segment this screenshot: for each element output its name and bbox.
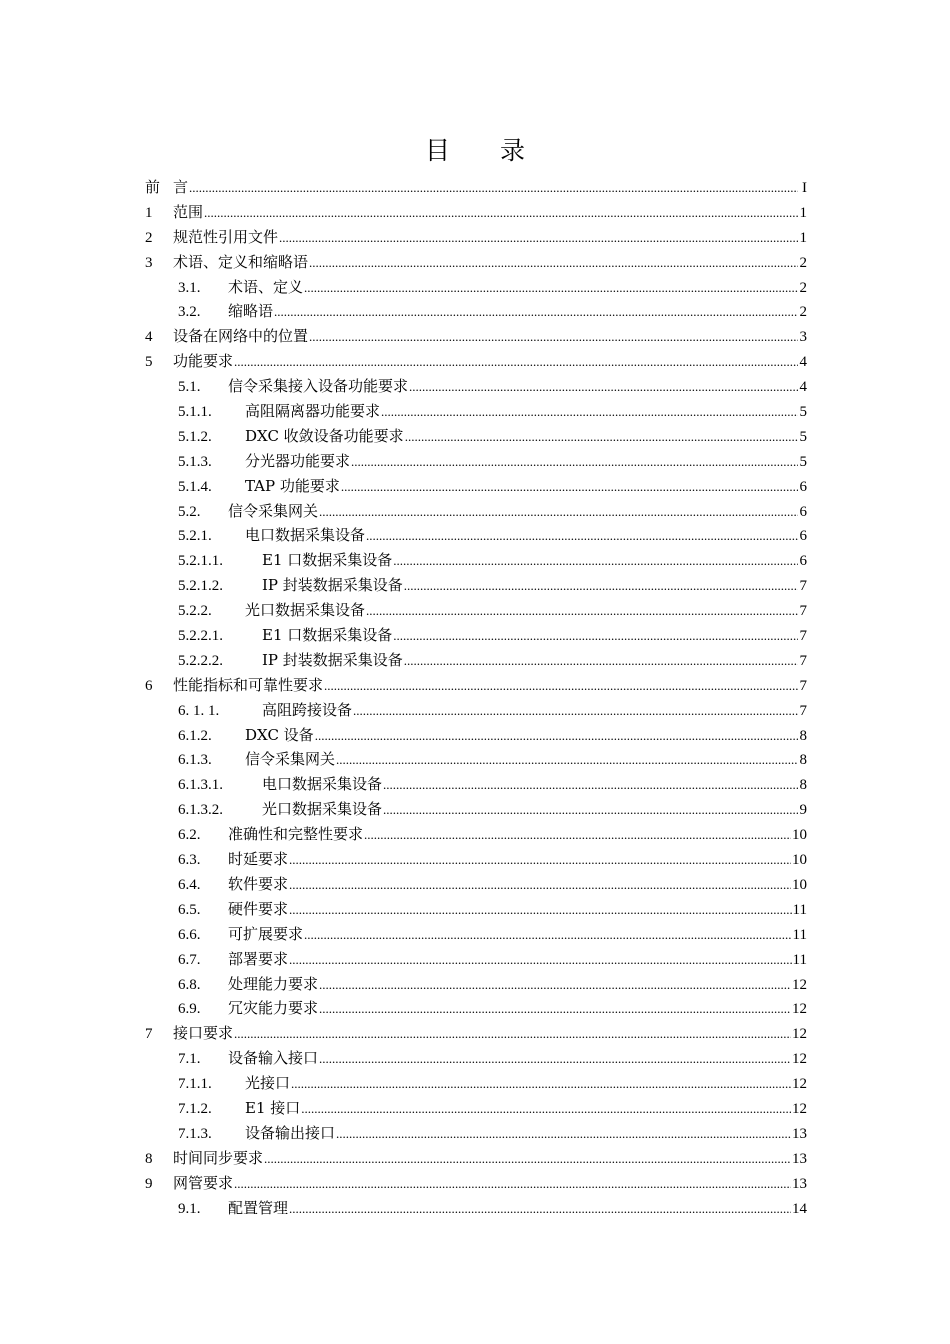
toc-entry[interactable] [145,225,807,250]
toc-entry-title: 冗灾能力要求 [228,999,319,1018]
toc-entry-title: 准确性和完整性要求 [228,825,364,844]
toc-entry-number: 6.1.3.1. [178,777,223,794]
toc-entry-page-number: 9 [799,802,807,819]
toc-entry[interactable] [145,474,807,499]
toc-entry-number: 3.2. [178,304,201,321]
toc-entry-number: 9 [145,1175,153,1192]
toc-entry-number: 6.3. [178,852,201,869]
toc-entry-page-number: 14 [792,1200,807,1217]
toc-entry[interactable] [145,250,807,275]
toc-entry-title: 网管要求 [173,1173,234,1192]
toc-entry-title: 范围 [173,202,204,221]
toc-dot-leader [304,923,792,948]
toc-entry-number: 5.1.4. [178,478,212,495]
toc-entry-title: 信令采集网关 [228,501,319,520]
toc-entry[interactable] [145,1146,807,1171]
toc-entry-title: 可扩展要求 [228,924,304,943]
toc-entry-number: 5.2.2. [178,603,212,620]
toc-entry[interactable] [145,648,807,673]
toc-entry-number: 6.8. [178,976,201,993]
toc-entry-number: 6 [145,677,153,694]
toc-entry[interactable] [145,1046,807,1071]
toc-entry-title: IP 封装数据采集设备 [262,576,403,595]
toc-dot-leader [366,524,798,549]
toc-entry-title: 光口数据采集设备 [262,800,383,819]
toc-entry-number: 3 [145,254,153,271]
toc-entry-number: 5.1.2. [178,428,212,445]
toc-dot-leader [319,500,798,525]
toc-entry-number: 7.1. [178,1051,201,1068]
toc-entry-title: 硬件要求 [228,899,289,918]
toc-entry-title: 时延要求 [228,850,289,869]
toc-title-char-2: 录 [500,136,526,165]
toc-entry-page-number: 7 [799,677,807,694]
toc-dot-leader [353,699,798,724]
toc-entry-number: 5 [145,354,153,371]
toc-dot-leader [234,1022,791,1047]
toc-entry-title: 配置管理 [228,1198,289,1217]
toc-entry-title: 分光器功能要求 [245,451,351,470]
toc-dot-leader [319,1047,791,1072]
toc-entry[interactable] [145,797,807,822]
toc-entry-title: 功能要求 [173,352,234,371]
toc-dot-leader [274,300,798,325]
toc-entry-number: 6.6. [178,926,201,943]
toc-entry-page-number: 3 [799,329,807,346]
toc-entry-page-number: 7 [799,578,807,595]
toc-entry-page-number: 13 [792,1175,807,1192]
toc-entry-page-number: 10 [792,827,807,844]
toc-title-char-1: 目 [424,136,450,165]
toc-entry-page-number: 11 [792,926,807,943]
toc-entry-page-number: 12 [792,1076,807,1093]
toc-dot-leader [289,848,791,873]
toc-title [0,134,950,168]
toc-entry-number: 5.1.1. [178,404,212,421]
toc-entry[interactable] [145,200,807,225]
toc-entry-number: 7.1.1. [178,1076,212,1093]
toc-entry-number: 7.1.3. [178,1125,212,1142]
toc-entry-page-number: 6 [799,503,807,520]
toc-entry-page-number: 5 [799,453,807,470]
toc-entry[interactable] [145,324,807,349]
toc-entry[interactable] [145,374,807,399]
toc-entry-page-number: 4 [799,379,807,396]
toc-entry-title: 软件要求 [228,874,289,893]
toc-dot-leader [404,574,798,599]
toc-entry-number: 7 [145,1026,153,1043]
toc-entry-page-number: 10 [792,852,807,869]
toc-entry[interactable] [145,349,807,374]
toc-entry-title: DXC 收敛设备功能要求 [245,426,404,445]
toc-entry-number: 5.2.1.2. [178,578,223,595]
toc-entry-number: 6.1.3.2. [178,802,223,819]
toc-dot-leader [309,325,798,350]
toc-entry-title: 光口数据采集设备 [245,601,366,620]
toc-dot-leader [301,1097,791,1122]
toc-dot-leader [315,724,798,749]
toc-dot-leader [381,400,798,425]
toc-entry[interactable] [145,573,807,598]
toc-entry-number: 4 [145,329,153,346]
toc-dot-leader [264,1147,791,1172]
toc-entry-page-number: 12 [792,1026,807,1043]
toc-entry-page-number: 2 [799,304,807,321]
toc-entry[interactable] [145,747,807,772]
toc-dot-leader [309,251,798,276]
toc-entry-number: 6.5. [178,901,201,918]
toc-dot-leader [319,997,791,1022]
table-of-contents [145,175,807,1220]
toc-entry[interactable] [145,996,807,1021]
toc-entry[interactable] [145,399,807,424]
toc-dot-leader [234,350,798,375]
toc-entry[interactable] [145,623,807,648]
toc-entry-title: 设备输出接口 [245,1123,336,1142]
toc-entry-page-number: 7 [799,652,807,669]
toc-entry-title: E1 口数据采集设备 [262,626,393,645]
toc-dot-leader [234,1172,791,1197]
toc-entry-number: 6.9. [178,1001,201,1018]
toc-dot-leader [364,823,791,848]
toc-entry-title: 电口数据采集设备 [245,526,366,545]
toc-entry-number: 6.1.3. [178,752,212,769]
toc-entry-title: 性能指标和可靠性要求 [173,675,324,694]
toc-entry[interactable] [145,1121,807,1146]
toc-dot-leader [336,748,798,773]
toc-entry-page-number: 5 [799,404,807,421]
toc-entry[interactable] [145,424,807,449]
toc-entry[interactable] [145,897,807,922]
toc-entry-page-number: 2 [799,279,807,296]
toc-entry-number: 6. 1. 1. [178,702,220,719]
toc-entry-title: 术语、定义 [228,277,304,296]
toc-entry-number: 7.1.2. [178,1100,212,1117]
toc-entry-page-number: 8 [799,752,807,769]
toc-entry-title: 高阻跨接设备 [262,700,353,719]
toc-entry-page-number: 12 [792,1001,807,1018]
toc-entry-title: E1 口数据采集设备 [262,551,393,570]
toc-entry-page-number: 12 [792,976,807,993]
toc-entry[interactable] [145,922,807,947]
toc-entry[interactable] [145,1196,807,1221]
toc-entry-page-number: 13 [792,1150,807,1167]
toc-entry-title: 部署要求 [228,949,289,968]
toc-entry[interactable] [145,275,807,300]
toc-entry[interactable] [145,723,807,748]
toc-entry-page-number: 10 [792,876,807,893]
toc-entry-number: 5.2.2.2. [178,652,223,669]
toc-entry[interactable] [145,1171,807,1196]
toc-entry[interactable] [145,673,807,698]
toc-entry-page-number: 6 [799,553,807,570]
toc-entry-number: 2 [145,229,153,246]
toc-entry-title: DXC 设备 [245,725,314,744]
toc-dot-leader [409,375,798,400]
toc-entry[interactable] [145,872,807,897]
toc-entry[interactable] [145,822,807,847]
toc-dot-leader [336,1122,791,1147]
toc-dot-leader [366,599,798,624]
toc-entry-page-number: 8 [799,777,807,794]
toc-entry[interactable] [145,1096,807,1121]
toc-entry-number: 5.2.1. [178,528,212,545]
toc-entry-title: 规范性引用文件 [173,227,279,246]
toc-dot-leader [291,1072,791,1097]
toc-entry-page-number: 1 [799,204,807,221]
toc-dot-leader [393,549,798,574]
toc-dot-leader [383,773,798,798]
toc-entry[interactable] [145,299,807,324]
toc-entry-number: 6.2. [178,827,201,844]
toc-entry-number: 5.1. [178,379,201,396]
toc-entry-page-number: 7 [799,603,807,620]
toc-dot-leader [405,425,798,450]
toc-entry-page-number: 6 [799,478,807,495]
toc-entry-title: 术语、定义和缩略语 [173,252,309,271]
toc-entry[interactable] [145,947,807,972]
toc-entry-number: 1 [145,204,153,221]
toc-dot-leader [351,450,798,475]
toc-entry-title: 缩略语 [228,302,274,321]
toc-entry-page-number: 12 [792,1051,807,1068]
toc-entry-title: 设备输入接口 [228,1049,319,1068]
toc-entry-number: 5.2.1.1. [178,553,223,570]
toc-dot-leader [204,201,798,226]
toc-dot-leader [324,674,798,699]
toc-entry-page-number: 11 [792,951,807,968]
toc-dot-leader [304,276,798,301]
toc-entry-title: 电口数据采集设备 [262,775,383,794]
toc-entry[interactable] [145,548,807,573]
toc-entry-page-number: 4 [799,354,807,371]
toc-entry[interactable] [145,1021,807,1046]
toc-entry[interactable] [145,523,807,548]
toc-entry[interactable] [145,972,807,997]
toc-entry-page-number: 2 [799,254,807,271]
toc-entry-title: 接口要求 [173,1024,234,1043]
toc-dot-leader [383,798,798,823]
toc-entry[interactable] [145,1071,807,1096]
toc-entry[interactable] [145,598,807,623]
toc-entry-title: IP 封装数据采集设备 [262,650,403,669]
toc-entry-title: TAP 功能要求 [245,476,340,495]
toc-entry-number: 5.1.3. [178,453,212,470]
toc-entry-number: 3.1. [178,279,201,296]
toc-entry-page-number: 6 [799,528,807,545]
toc-entry-title: 言 [173,178,189,196]
toc-dot-leader [289,898,792,923]
toc-entry-title: 光接口 [245,1074,291,1093]
toc-dot-leader [289,873,791,898]
toc-entry-title: 高阻隔离器功能要求 [245,402,381,421]
toc-entry-number: 5.2.2.1. [178,628,223,645]
toc-entry-page-number: 1 [799,229,807,246]
toc-entry[interactable] [145,499,807,524]
toc-dot-leader [319,973,791,998]
toc-dot-leader [393,624,798,649]
toc-entry[interactable] [145,449,807,474]
toc-entry-title: 处理能力要求 [228,974,319,993]
toc-dot-leader [279,226,798,251]
toc-entry-number: 9.1. [178,1200,201,1217]
toc-entry-title: 时间同步要求 [173,1148,264,1167]
toc-entry-page-number: 13 [792,1125,807,1142]
toc-entry[interactable] [145,175,807,200]
toc-entry[interactable] [145,698,807,723]
toc-entry-page-number: 11 [792,901,807,918]
toc-entry[interactable] [145,772,807,797]
toc-entry-number: 6.7. [178,951,201,968]
toc-entry-number: 前 [145,180,161,196]
toc-entry-page-number: 5 [799,428,807,445]
toc-entry[interactable] [145,847,807,872]
toc-entry-title: 设备在网络中的位置 [173,327,309,346]
toc-entry-page-number: 8 [799,727,807,744]
toc-entry-title: 信令采集接入设备功能要求 [228,377,409,396]
toc-entry-page-number: 12 [792,1100,807,1117]
toc-dot-leader [289,948,792,973]
toc-dot-leader [189,176,798,201]
toc-entry-title: 信令采集网关 [245,750,336,769]
toc-dot-leader [341,475,798,500]
toc-entry-page-number: I [802,180,807,196]
toc-entry-title: E1 接口 [245,1098,301,1117]
toc-entry-page-number: 7 [799,628,807,645]
toc-entry-number: 8 [145,1150,153,1167]
toc-dot-leader [404,649,798,674]
toc-entry-number: 6.4. [178,876,201,893]
toc-entry-number: 6.1.2. [178,727,212,744]
toc-dot-leader [289,1197,791,1222]
toc-entry-number: 5.2. [178,503,201,520]
toc-entry-page-number: 7 [799,702,807,719]
